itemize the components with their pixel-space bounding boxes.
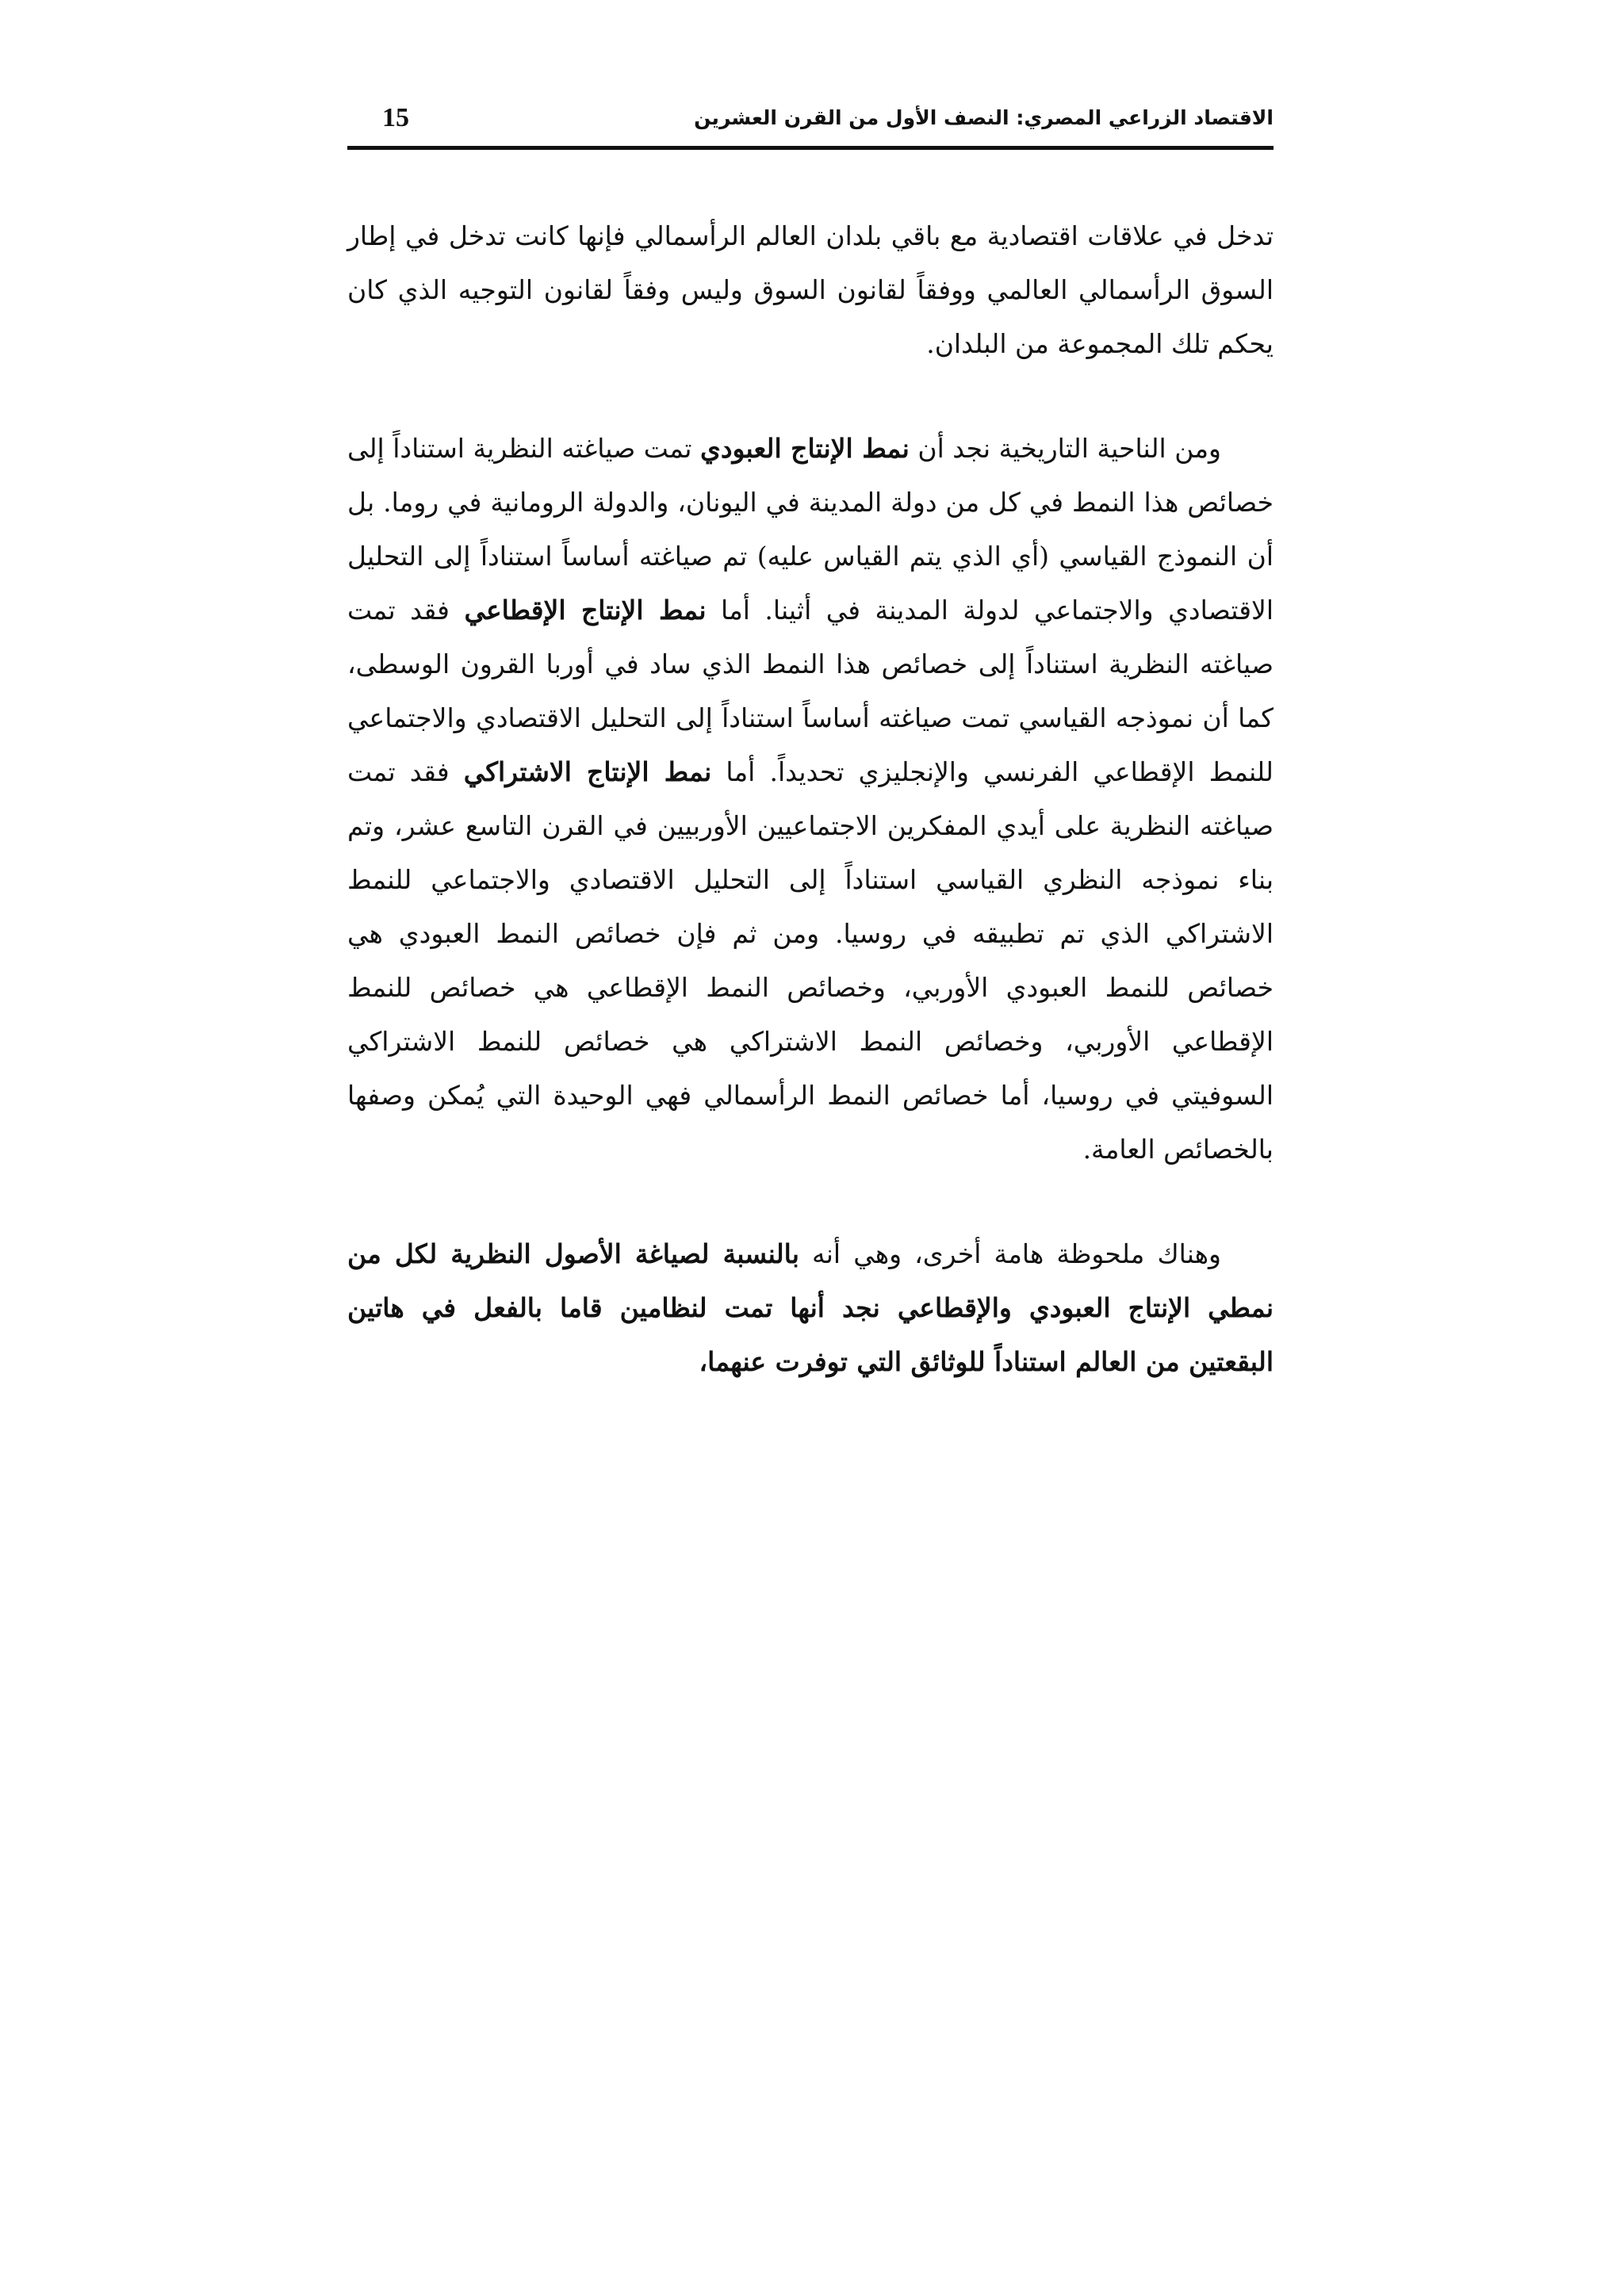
paragraph-3-text-part-1: وهناك ملحوظة هامة أخرى، وهي أنه bbox=[812, 1238, 1221, 1269]
running-header-title: الاقتصاد الزراعي المصري: النصف الأول من القرن العشرين bbox=[694, 106, 1274, 129]
paragraph-3-bold-text: بالنسبة لصياغة الأصول النظرية لكل من نمطي الإنتاج العبودي والإقطاعي نجد أنها تمت لنظامين قاما بالفعل في هاتين البقعتين من العالم استناداً للوثائق التي توفرت عنهما، bbox=[347, 1238, 1274, 1377]
paragraph-2 bbox=[347, 422, 1274, 1177]
paragraph-2-text-part-2: تمت صياغته النظرية استناداً إلى خصائص هذا النمط في كل من دولة المدينة في اليونان، والدولة الرومانية في روما. بل أن النموذج القياسي (أي الذي يتم القياس عليه) تم صياغته أساساً استناداً إلى التحليل الاقتصادي والاجتماعي لدولة المدينة في أثينا. أما bbox=[347, 433, 1274, 626]
paragraph-2-text-part-3: فقد تمت صياغته النظرية استناداً إلى خصائص هذا النمط الذي ساد في أوربا القرون الوسطى، كما أن نموذجه القياسي تمت صياغته أساساً استناداً إلى التحليل الاقتصادي والاجتماعي للنمط الإقطاعي الفرنسي والإنجليزي تحديداً. أما bbox=[347, 595, 1274, 787]
bold-term-feudal-mode: نمط الإنتاج الإقطاعي bbox=[464, 595, 707, 626]
body-text bbox=[347, 209, 1274, 1389]
paragraph-2-text-part-1: ومن الناحية التاريخية نجد أن bbox=[917, 433, 1221, 464]
paragraph-3 bbox=[347, 1227, 1274, 1389]
paragraph-1-text: تدخل في علاقات اقتصادية مع باقي بلدان العالم الرأسمالي فإنها كانت تدخل في إطار السوق الرأسمالي العالمي ووفقاً لقانون السوق وليس وفقاً لقانون التوجيه الذي كان يحكم تلك المجموعة من البلدان. bbox=[347, 220, 1274, 359]
bold-term-slave-mode: نمط الإنتاج العبودي bbox=[699, 433, 910, 464]
header-divider bbox=[347, 146, 1274, 150]
bold-term-socialist-mode: نمط الإنتاج الاشتراكي bbox=[463, 756, 712, 787]
paragraph-2-text-part-4: فقد تمت صياغته النظرية على أيدي المفكرين الاجتماعيين الأوربيين في القرن التاسع عشر، وتم بناء نموذجه النظري القياسي استناداً إلى التحليل الاقتصادي والاجتماعي للنمط الاشتراكي الذي تم تطبيقه في روسيا. ومن ثم فإن خصائص النمط العبودي هي خصائص للنمط العبودي الأوربي، وخصائص النمط الإقطاعي هي خصائص للنمط الإقطاعي الأوربي، وخصائص النمط الاشتراكي هي خصائص للنمط الاشتراكي السوفيتي في روسيا، أما خصائص النمط الرأسمالي فهي الوحيدة التي يُمكن وصفها بالخصائص العامة. bbox=[347, 756, 1274, 1165]
running-header bbox=[347, 101, 1274, 141]
page-number: 15 bbox=[382, 103, 409, 132]
paragraph-1 bbox=[347, 209, 1274, 371]
